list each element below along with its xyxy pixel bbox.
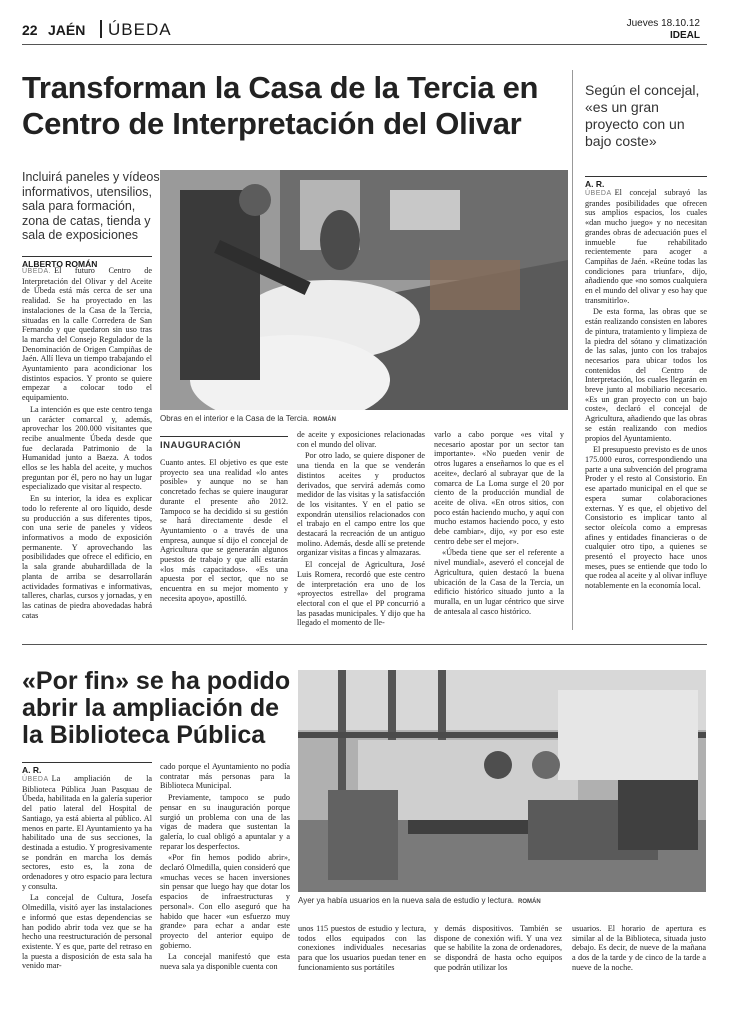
photo2-caption: Ayer ya había usuarios en la nueva sala de estudio y lectura. ROMÁN — [298, 896, 541, 905]
article2-col1 — [22, 774, 152, 1014]
article2-col2-p0: cado porque el Ayuntamiento no podía contratar más personas para la Biblioteca Municipal. — [160, 762, 290, 791]
article1-byline: ALBERTO ROMÁN — [22, 256, 152, 269]
sidebar-divider — [572, 70, 573, 630]
biblioteca-photo — [298, 670, 706, 892]
article2-col5 — [572, 924, 706, 1014]
article1-col4-p0: varlo a cabo porque «es vital y necesario apostar por un sector tan importante». «No pueden venir de otros lugares a enseñarnos lo que es el aceite», declaró al subrayar que de la comarca de La Loma surge el 20 por ciento de la producción mundial de aceite de oliva. «En otros sitios, con poco están haciendo mucho, y aquí con mucho estamos haciendo poco, y esto debe cambiar», dijo, «y por eso este centro debe ser el mejor». — [434, 430, 564, 546]
header-rule — [22, 44, 707, 45]
article1-col3 — [297, 430, 425, 640]
article2-col2 — [160, 762, 290, 1014]
sidebar-p0: ÚBEDA El concejal subrayó las grandes posibilidades que ofrecen sus amplios espacios, los cuales «dan mucho juego» y no necesitan grandes obras de adecuación pues el inmueble fue rehabilitado recientemente para acoger a Campiñas de Jaén. «Reúne todas las condiciones para triunfar», dijo, añadiendo que «no somos cualquiera en el mundo del olivar y eso hay que transmitirlo». — [585, 188, 707, 305]
section-name: JAÉN — [48, 22, 86, 38]
article2-col3 — [298, 924, 426, 1014]
article1-col3-p0: de aceite y exposiciones relacionadas con el mundo del olivar. — [297, 430, 425, 449]
paper-name: IDEAL — [670, 30, 700, 41]
sidebar-body — [585, 188, 707, 628]
article1-col1-p2: En su interior, la idea es explicar todo lo referente al oro líquido, desde su producción a sus diferentes tipos, con una serie de paneles y vídeos informativos a modo de exposición permanente. Y aprovechando las posibilidades que ofrece el edificio, en la sala grande abuhardillada de la planta de arriba se desarrollarán actividades formativas e informativas, talleres, charlas, cursos y jornadas, y en las catinas de piedra abovedadas habrá catas — [22, 494, 152, 620]
biblioteca-illustration — [298, 670, 706, 892]
article-separator — [22, 644, 707, 645]
article2-col2-p2: «Por fin hemos podido abrir», declaró Olmedilla, quien consideró que «muchas veces se hacen inversiones sin pensar que luego hay que dotar los espacios de infraestructuras y personal». Con ello aseguró que ha habido que hacer «un esfuerzo muy grande» para echar a andar este proyecto del anterior equipo de gobierno. — [160, 853, 290, 950]
photo1-caption: Obras en el interior e la Casa de la Tercia. ROMÁN — [160, 414, 336, 423]
sidebar-byline: A. R. — [585, 176, 707, 189]
article2-col1-p1: La concejal de Cultura, Josefa Olmedilla, visitó ayer las instalaciones e informó que estas dependencias se han podido abrir toda vez que se ha hecho una reestructuración de personal existente. Y es que, parte del retraso en la puesta a disposición de esta sala ha venido mar- — [22, 893, 152, 971]
article2-col5-p0: usuarios. El horario de apertura es similar al de la Biblioteca, situada justo debajo. Es decir, de nueve de la mañana a dos de la tarde y de cinco de la tarde a nueve de la noche. — [572, 924, 706, 972]
photo2-credit: ROMÁN — [518, 899, 541, 905]
article1-col1-p1: La intención es que este centro tenga un carácter comarcal y, además, aprovechar los 200.000 visitantes que recibe anualmente Úbeda desde que fue declarada Patrimonio de la Humanidad junto a Baeza. A todos ellos se les habla del aceite, y muchos preguntan por él, pero no hay un lugar especializado que visitar al respecto. — [22, 404, 152, 492]
article1-col4 — [434, 430, 564, 640]
dateline: ÚBEDA. — [22, 268, 52, 275]
article2-headline: «Por fin» se ha podido abrir la ampliación de la Biblioteca Pública — [22, 667, 291, 749]
article1-col3-p1: Por otro lado, se quiere disponer de una tienda en la que se venderán distintos aceites y productos derivados, que servirá además como medidor de las visitas y la satisfacción de los visitantes. Y en el patio se expondrán utensilios relacionados con el trabajo en el campo entre los que destacará la recreación de un antiguo molino. Además, desde allí se pretende organizar visitas a fincas y almazaras. — [297, 451, 425, 558]
article1-col3-p2: El concejal de Agricultura, José Luis Romera, recordó que este centro de interpretación era uno de los «proyectos estrella» del programa electoral con el que el PP concurrió a las pasadas municipales. Y dijo que ha llegado el momento de lle- — [297, 560, 425, 628]
article1-col2 — [160, 458, 288, 638]
article2-col3-p0: unos 115 puestos de estudio y lectura, todos ellos equipados con las conexiones individuales necesarias para que los usuarios puedan tener en funcionamiento sus portátiles — [298, 924, 426, 972]
sidebar-p2: El presupuesto previsto es de unos 175.000 euros, correspondiendo una parte a una subvención del programa Proder y el resto al Consistorio. En ese apartado municipal en el que se espera sumar colaboraciones externas. Y es que, el objetivo del Consistorio es implicar tanto al sector oleícola como a empresas afines y entidades financieras o de cualquier otro tipo, a quienes se presentó el proyecto hace unos meses, pues se entiende que todo lo que rodea al aceite y al olivar influye notablemente en la economía local. — [585, 445, 707, 591]
article2-col4 — [434, 924, 562, 1014]
article1-col1 — [22, 266, 152, 646]
header-divider — [100, 20, 102, 38]
sidebar-dateline: ÚBEDA — [585, 190, 612, 197]
article1-col2-p0: Cuanto antes. El objetivo es que este proyecto sea una realidad «lo antes posible» y aunque no se han concretado fechas se quiere inaugurar durante el presente año 2012. Tampoco se ha decidido si su gestión se hará directamente desde el Ayuntamiento o a través de una empresa, aunque sí dijo el concejal de Agricultura que se generarán algunos puestos de trabajo y que allí estarán «los más capacitados». «Es una apuesta por el sector, que no se encuentra en su mejor momento y necesita apoyo», apostilló. — [160, 458, 288, 603]
article2-col2-p3: La concejal manifestó que esta nueva sala ya disponible cuenta con — [160, 952, 290, 972]
page-number: 22 — [22, 22, 38, 38]
sidebar-quote: Según el concejal, «es un gran proyecto con un bajo coste» — [585, 82, 700, 149]
issue-date: Jueves 18.10.12 — [626, 18, 700, 29]
town-name: ÚBEDA — [108, 20, 172, 39]
casa-tercia-photo — [160, 170, 568, 410]
inauguracion-label: INAUGURACIÓN — [160, 436, 288, 451]
article2-dateline: ÚBEDA — [22, 776, 49, 783]
photo1-credit: ROMÁN — [313, 417, 336, 423]
article1-headline: Transforman la Casa de la Tercia en Centro de Interpretación del Olivar — [22, 70, 539, 141]
sidebar-p1: De esta forma, las obras que se están realizando consisten en labores de pintura, tratamiento y limpieza de la piedra del sótano y climatización de las salas, junto con los trabajos necesarios para ubicar todos los contenidos del Centro de Interpretación, los cuales llegarán en breve junto al mobiliario necesario. «Es un gran proyecto con un bajo coste», declaró el concejal de Agricultura, añadiendo que las obras se están realizando con medios propios del Ayuntamiento. — [585, 307, 707, 443]
article2-byline: A. R. — [22, 762, 152, 775]
casa-tercia-illustration — [160, 170, 568, 410]
article2-col2-p1: Previamente, tampoco se pudo pensar en su inauguración porque surgió un problema con una de las vigas de madera que sustentan la galería, lo cual obligó a apuntalar y a reparar los desperfectos. — [160, 793, 290, 851]
article1-subhead: Incluirá paneles y vídeos informativos, utensilios, sala para formación, zona de catas, tienda y sala de exposiciones — [22, 170, 160, 242]
article1-col4-p1: «Úbeda tiene que ser el referente a nivel mundial», aseveró el concejal de Agricultura, quien destacó la buena ubicación de la Casa de la Tercia, un edificio histórico situado junto a la muralla, en un lugar céntrico que sirve de antesala al casco histórico. — [434, 548, 564, 616]
article2-col1-p0: ÚBEDA La ampliación de la Biblioteca Pública Juan Pasquau de Úbeda, habilitada en la galería superior del patio lateral del Hospital de Santiago, ya está abierta al público. Al menos en parte. El Ayuntamiento ya ha habilitado una de sus secciones, la destinada a estudio. Y progresivamente se pondrán en marcha los demás sectores, esto es, la zona de ordenadores y otro espacio para lectura y consulta. — [22, 774, 152, 891]
article2-col4-p0: y demás dispositivos. También se dispone de conexión wifi. Y una vez que se habilite la zona de ordenadores, se dispondrá de hasta ocho equipos que podrán utilizar los — [434, 924, 562, 972]
article1-col1-p0: ÚBEDA. El futuro Centro de Interpretación del Olivar y del Aceite de Úbeda está más cerca de ser una realidad. Se ha proyectado en las instalaciones de la Casa de la Tercia, situadas en la calle Corredera de San Fernando y que quedaron sin uso tras la marcha del Consejo Regulador de la Denominación de Origen Campiñas de Jaén. Allí lleva un tiempo trabajando el Ayuntamiento para acondicionar los distintos espacios. Y pronto se quiere empezar a colocar todo el equipamiento. — [22, 266, 152, 403]
